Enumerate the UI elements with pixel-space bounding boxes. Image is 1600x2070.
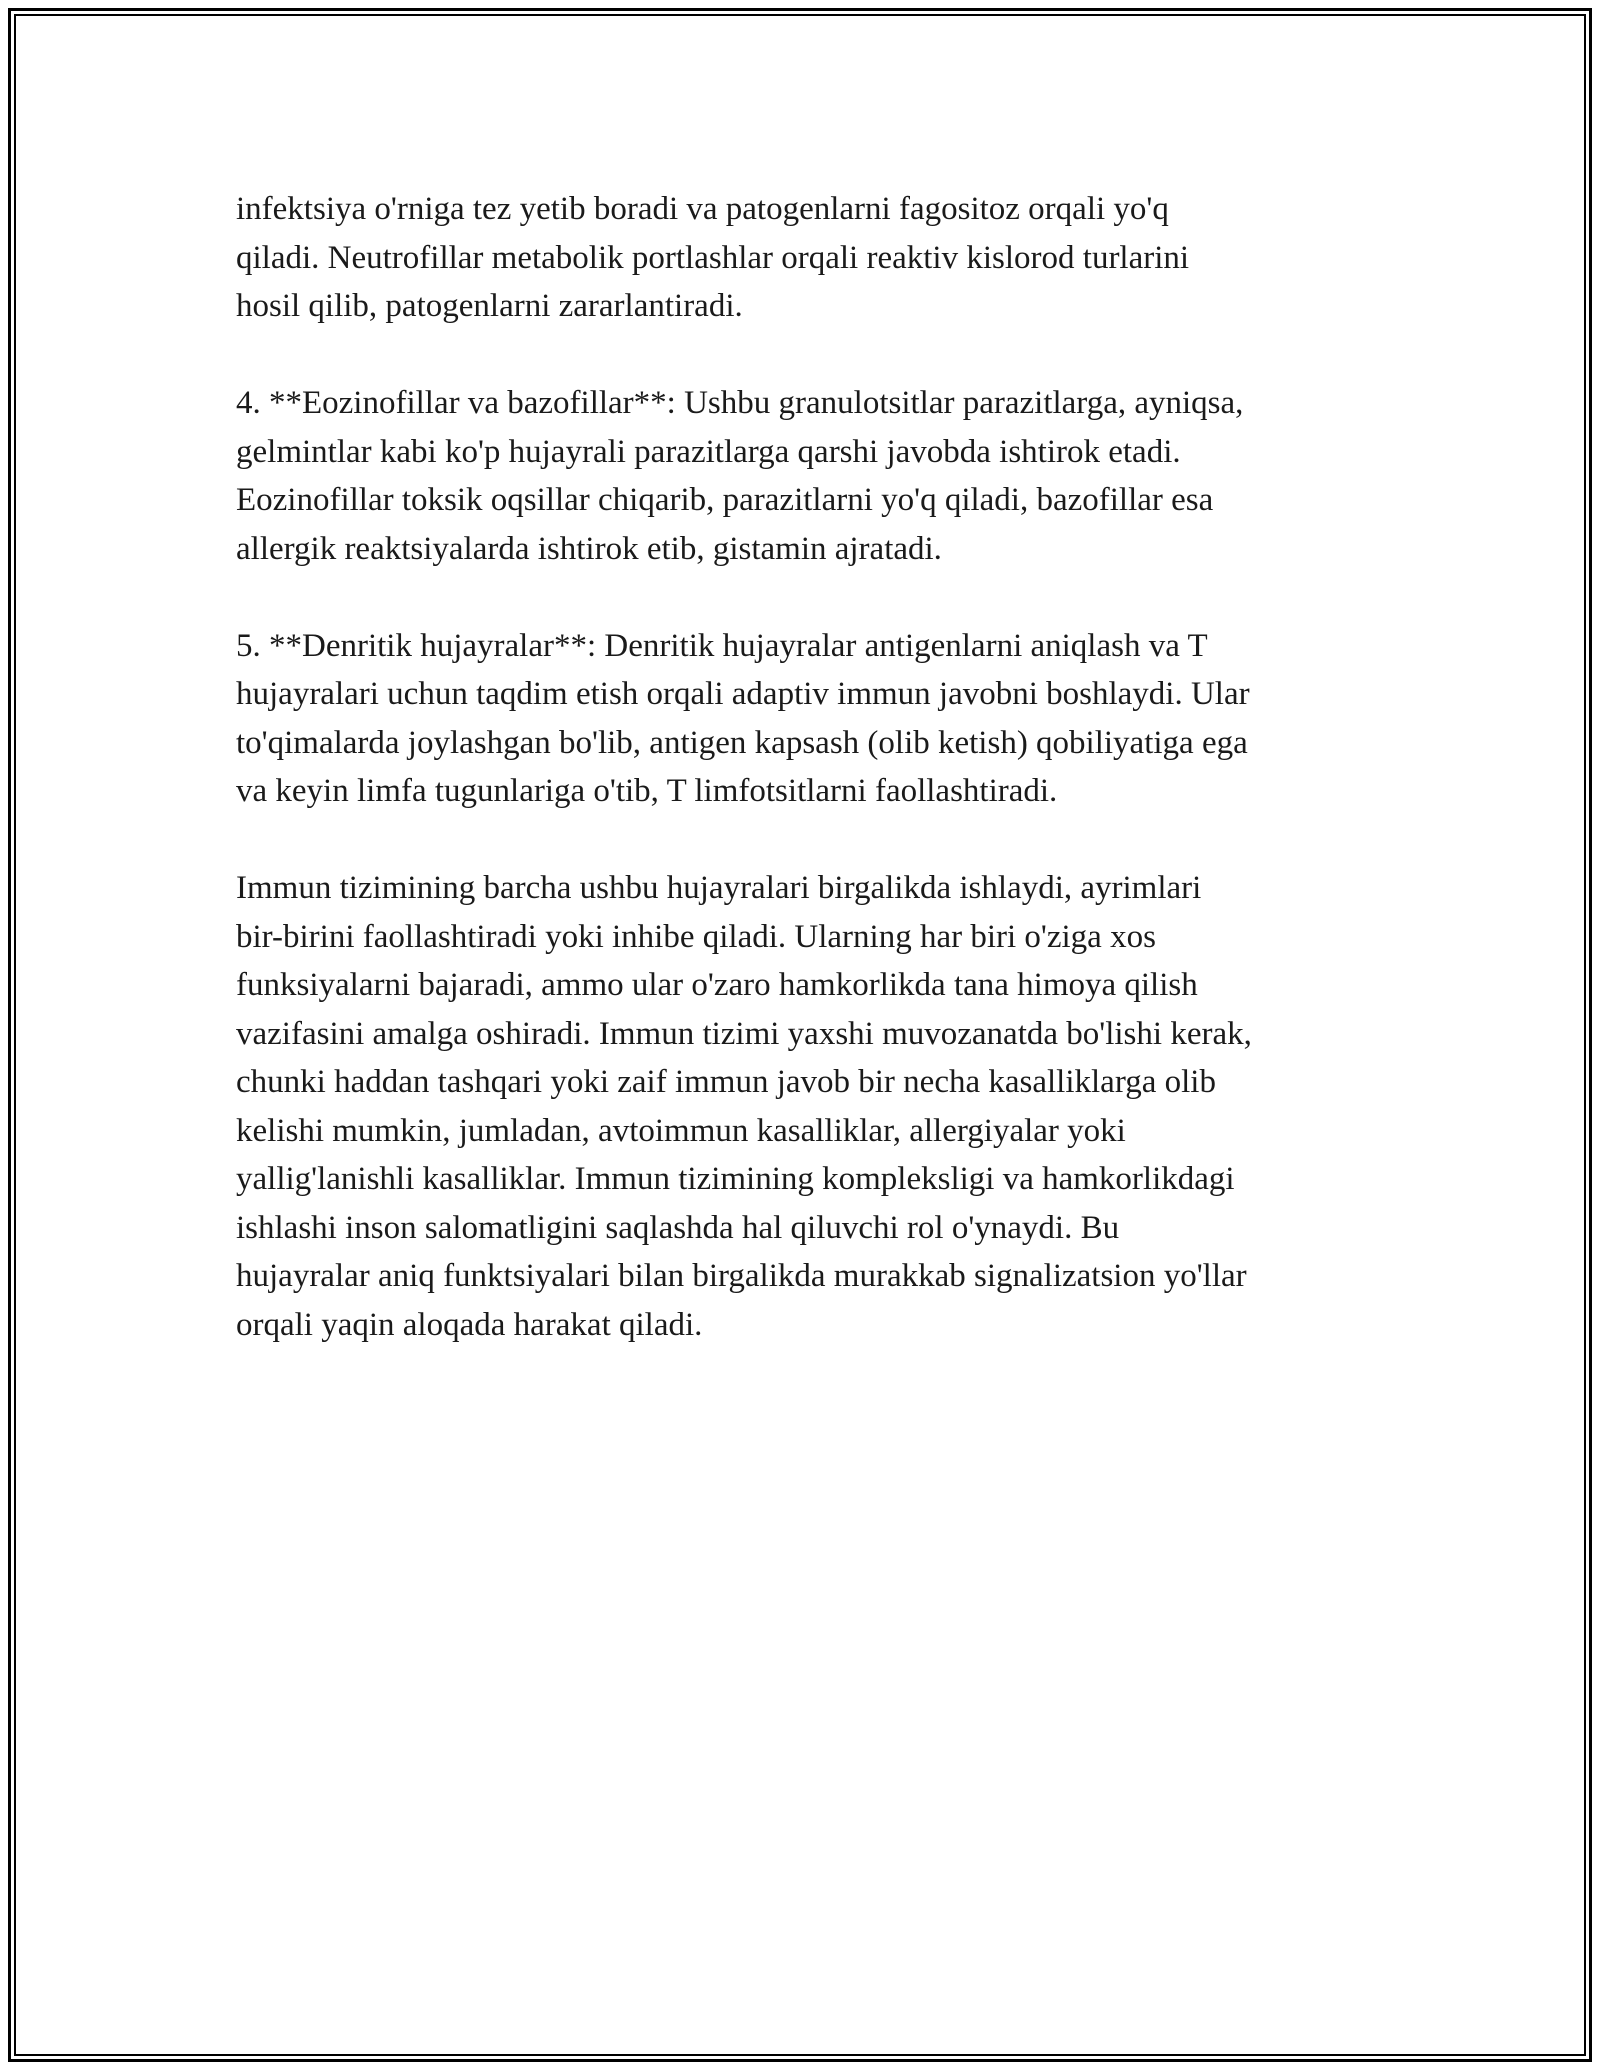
text-line: hujayralar aniq funktsiyalari bilan birgalikda murakkab signalizatsion yo'llar — [236, 1258, 1247, 1294]
text-line: kelishi mumkin, jumladan, avtoimmun kasalliklar, allergiyalar yoki — [236, 1112, 1126, 1149]
text-line: qiladi. Neutrofillar metabolik portlashlar orqali reaktiv kislorod turlarini — [236, 239, 1190, 276]
text-line: vazifasini amalga oshiradi. Immun tizimi yaxshi muvozanatda bo'lishi kerak, — [236, 1015, 1252, 1052]
text-line: chunki haddan tashqari yoki zaif immun javob bir necha kasalliklarga olib — [236, 1064, 1216, 1100]
text-line: allergik reaktsiyalarda ishtirok etib, gistamin ajratadi. — [236, 530, 942, 567]
paragraph-eosinophils-basophils — [236, 379, 1366, 573]
text-line: gelmintlar kabi ko'p hujayrali parazitlarga qarshi javobda ishtirok etadi. — [236, 433, 1181, 470]
text-line: bir-birini faollashtiradi yoki inhibe qiladi. Ularning har biri o'ziga xos — [236, 918, 1156, 955]
text-line: ishlashi inson salomatligini saqlashda hal qiluvchi rol o'ynaydi. Bu — [236, 1209, 1120, 1246]
paragraph-immune-system-summary — [236, 864, 1366, 1349]
text-line: Immun tizimining barcha ushbu hujayralari birgalikda ishlaydi, ayrimlari — [236, 870, 1202, 906]
text-line: funksiyalarni bajaradi, ammo ular o'zaro hamkorlikda tana himoya qilish — [236, 967, 1198, 1003]
text-line: va keyin limfa tugunlariga o'tib, T limfotsitlarni faollashtiradi. — [236, 773, 1058, 809]
paragraph-dendritic-cells — [236, 622, 1366, 816]
text-line: 4. **Eozinofillar va bazofillar**: Ushbu granulotsitlar parazitlarga, ayniqsa, — [236, 385, 1244, 421]
page-content — [236, 185, 1366, 1349]
text-line: to'qimalarda joylashgan bo'lib, antigen kapsash (olib ketish) qobiliyatiga ega — [236, 724, 1248, 761]
text-line: 5. **Denritik hujayralar**: Denritik hujayralar antigenlarni aniqlash va T — [236, 627, 1208, 664]
text-line: yallig'lanishli kasalliklar. Immun tizimining kompleksligi va hamkorlikdagi — [236, 1161, 1235, 1197]
text-line: infektsiya o'rniga tez yetib boradi va patogenlarni fagositoz orqali yo'q — [236, 191, 1169, 227]
text-line: Eozinofillar toksik oqsillar chiqarib, parazitlarni yo'q qiladi, bazofillar esa — [236, 482, 1214, 518]
text-line: hosil qilib, patogenlarni zararlantiradi. — [236, 288, 743, 324]
paragraph-neutrophils-continued — [236, 185, 1366, 331]
text-line: orqali yaqin aloqada harakat qiladi. — [236, 1306, 703, 1343]
text-line: hujayralari uchun taqdim etish orqali adaptiv immun javobni boshlaydi. Ular — [236, 676, 1250, 712]
